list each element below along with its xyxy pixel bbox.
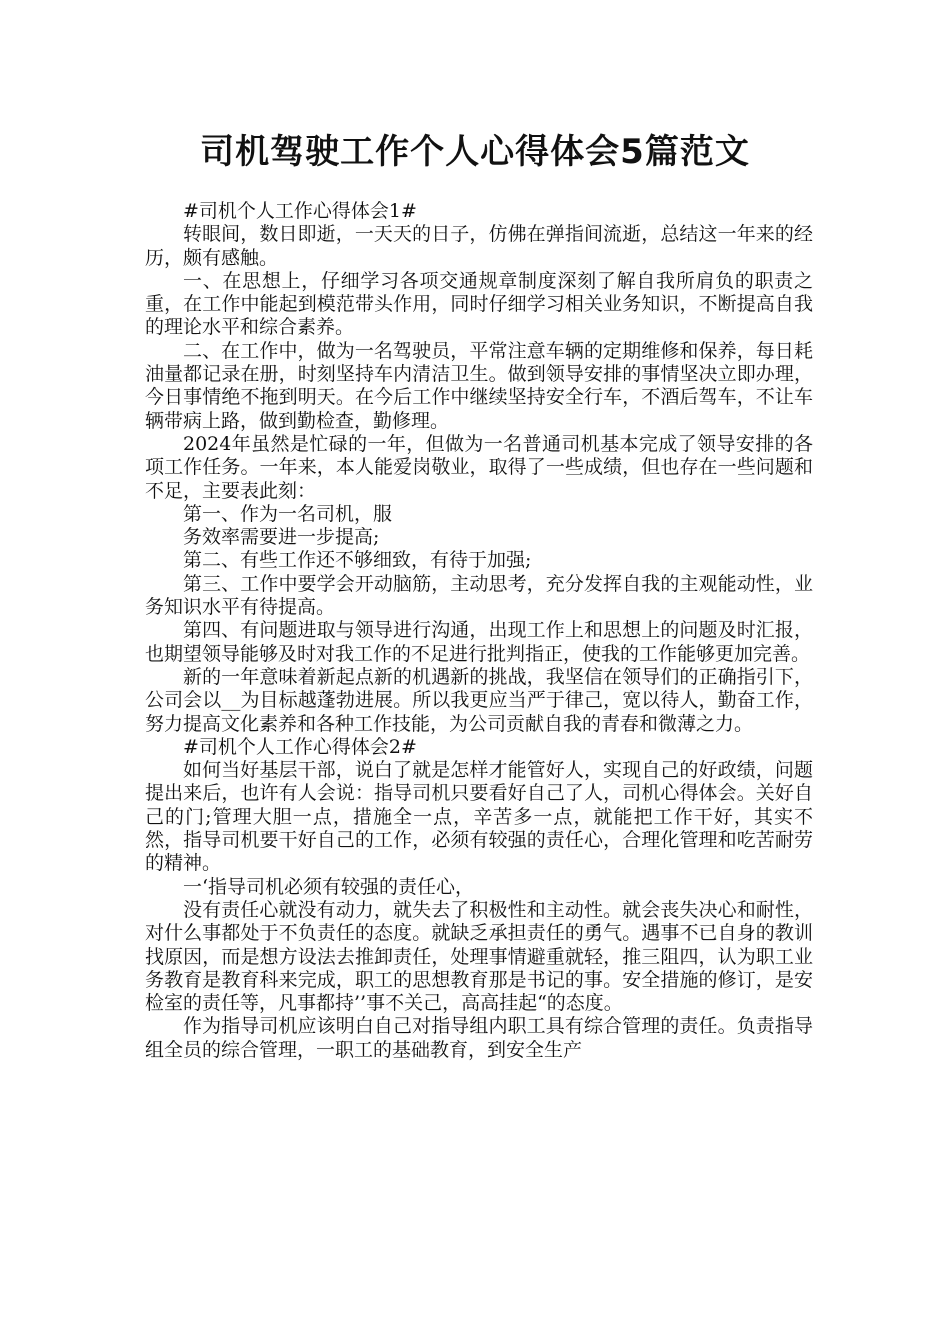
paragraph: 一‘指导司机必须有较强的责任心， <box>183 875 475 898</box>
paragraph: 第一、作为一名司机，服 <box>183 502 393 525</box>
paragraph: 一、在思想上，仔细学习各项交通规章制度深刻了解自我所肩负的职责之重，在工作中能起到模范带头作用，同时仔细学习相关业务知识，不断提高自我的理论水平和综合素养。 <box>145 269 813 339</box>
paragraph: 新的一年意味着新起点新的机遇新的挑战，我坚信在领导们的正确指引下，公司会以__为目标越蓬勃进展。所以我更应当严于律己，宽以待人，勤奋工作，努力提高文化素养和各种工作技能，为公司贡献自我的青春和微薄之力。 <box>145 665 813 735</box>
paragraph: 转眼间，数日即逝，一天天的日子，仿佛在弹指间流逝，总结这一年来的经历，颇有感触。 <box>145 223 813 269</box>
paragraph: 务效率需要进一步提高; <box>183 526 380 549</box>
paragraph: 没有责任心就没有动力，就失去了积极性和主动性。就会丧失决心和耐性，对什么事都处于不负责任的态度。就缺乏承担责任的勇气。遇事不已自身的教训找原因，而是想方设法去推卸责任，处理事情避重就轻，推三阻四，认为职工业务教育是教育科来完成，职工的思想教育那是书记的事。安全措施的修订，是安检室的责任等，凡事都持’’事不关己，高高挂起“的态度。 <box>145 898 813 1015</box>
paragraph: #司机个人工作心得体会2# <box>183 735 417 758</box>
paragraph: 第三、工作中要学会开动脑筋，主动思考，充分发挥自我的主观能动性，业务知识水平有待提高。 <box>145 572 813 619</box>
paragraph: 二、在工作中，做为一名驾驶员，平常注意车辆的定期维修和保养，每日耗油量都记录在册，时刻坚持车内清洁卫生。做到领导安排的事情坚决立即办理，今日事情绝不拖到明天。在今后工作中继续坚持安全行车，不酒后驾车，不让车辆带病上路，做到勤检查，勤修理。 <box>145 339 813 432</box>
document-title: 司机驾驶工作个人心得体会5篇范文 <box>200 132 750 172</box>
paragraph: 第二、有些工作还不够细致，有待于加强; <box>183 549 532 572</box>
paragraph: 2024年虽然是忙碌的一年，但做为一名普通司机基本完成了领导安排的各项工作任务。一年来，本人能爱岗敬业，取得了一些成绩，但也存在一些问题和不足，主要表此刻： <box>145 432 813 502</box>
document-body <box>145 200 813 1062</box>
paragraph: 作为指导司机应该明白自己对指导组内职工具有综合管理的责任。负责指导组全员的综合管理，一职工的基础教育，到安全生产 <box>145 1015 813 1061</box>
paragraph: #司机个人工作心得体会1# <box>183 200 417 222</box>
paragraph: 如何当好基层干部，说白了就是怎样才能管好人，实现自己的好政绩，问题提出来后，也许有人会说：指导司机只要看好自己了人，司机心得体会。关好自己的门;管理大胆一点，措施全一点，辛苦多一点，就能把工作干好，其实不然，指导司机要干好自己的工作，必须有较强的责任心，合理化管理和吃苦耐劳的精神。 <box>145 759 813 875</box>
paragraph: 第四、有问题进取与领导进行沟通，出现工作上和思想上的问题及时汇报，也期望领导能够及时对我工作的不足进行批判指正，使我的工作能够更加完善。 <box>145 619 813 665</box>
